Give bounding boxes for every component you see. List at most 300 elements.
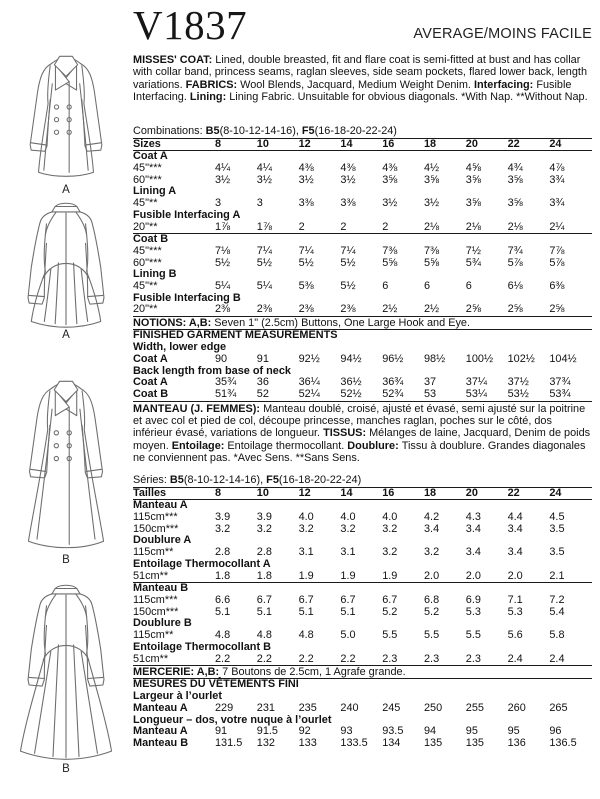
table-cell: 2⅜ <box>215 303 231 316</box>
table-section-label: Fusible Interfacing A <box>133 208 241 221</box>
table-cell: 3.2 <box>256 522 272 535</box>
table-cell: 4⅜ <box>382 161 398 174</box>
table-cell: 8 <box>215 486 222 499</box>
text-segment: Séries: <box>133 474 170 487</box>
table-cell: 96 <box>549 725 562 738</box>
table-row <box>133 354 592 366</box>
table-cell: 245 <box>382 702 401 715</box>
table-cell: 4.2 <box>423 511 440 524</box>
table-cell: 3.2 <box>382 546 398 559</box>
table-cell: 2⅝ <box>549 303 565 316</box>
table-cell: 2⅛ <box>423 220 440 233</box>
table-row-label: 115cm** <box>133 629 174 642</box>
table-row <box>133 222 592 234</box>
table-cell: 12 <box>298 486 311 499</box>
table-cell: 7¼ <box>298 244 314 257</box>
table-cell: 3½ <box>215 173 231 186</box>
combinations-line <box>133 125 592 137</box>
table-section-label: Back length from base of neck <box>133 364 291 377</box>
view-label-a-front: A <box>62 184 70 196</box>
finished-measurements-table-fr <box>133 691 592 750</box>
table-cell: 6⅜ <box>549 280 565 293</box>
table-cell: 135 <box>423 737 443 750</box>
table-cell: 16 <box>382 486 395 499</box>
text-segment: Lining Fabric. Unsuitable for obvious diagonals. *With Nap. **Without Nap. <box>229 91 588 104</box>
table-cell: 2 <box>298 220 305 233</box>
table-cell: 12 <box>298 137 311 150</box>
table-cell: 6.6 <box>215 594 231 606</box>
table-row <box>133 571 592 583</box>
table-cell: 240 <box>340 702 359 715</box>
text-segment: Combinations: <box>133 125 206 138</box>
table-cell: 5¼ <box>256 280 272 293</box>
bold-text-segment: FABRICS: <box>185 78 241 91</box>
table-cell: 36 <box>256 376 269 389</box>
table-cell: 5.1 <box>340 605 356 618</box>
table-cell: 2¼ <box>549 220 565 233</box>
table-cell: 2.3 <box>382 652 398 665</box>
table-row-label: Manteau B <box>133 737 189 750</box>
table-row <box>133 654 592 666</box>
table-cell: 18 <box>423 486 437 499</box>
table-cell: 2.0 <box>423 569 440 582</box>
table-cell: 3⅜ <box>340 197 356 210</box>
table-cell: 2.2 <box>256 652 272 665</box>
envelope-text-column <box>133 4 592 750</box>
table-cell: 3.4 <box>423 522 440 535</box>
table-cell: 3.2 <box>382 522 398 535</box>
table-row <box>133 281 592 293</box>
table-cell: 3.9 <box>256 511 272 524</box>
table-cell: 7½ <box>465 244 481 257</box>
coat-b-front-illustration <box>0 377 132 566</box>
table-cell: 5.6 <box>507 629 523 642</box>
table-cell: 6.7 <box>298 594 314 606</box>
table-cell: 134 <box>382 737 401 750</box>
table-cell: 2.4 <box>549 652 565 665</box>
table-row-label: 20"** <box>133 303 158 316</box>
table-cell: 37¾ <box>549 376 571 389</box>
table-cell: 2.4 <box>507 652 523 665</box>
table-cell: 4.8 <box>298 629 314 642</box>
table-row-label: 60"*** <box>133 256 162 269</box>
yardage-table-french <box>133 488 592 666</box>
text-segment: Lined, double breasted, fit and flare coat is semi-fitted at bust and has collar with collar band, princess seams, raglan sleeves, side seam pockets, flared lower back, length variations. <box>133 54 587 91</box>
table-cell: 10 <box>256 486 269 499</box>
finished-measurements-table-en <box>133 342 592 401</box>
finished-measurements-title-fr: MESURES DU VÊTEMENTS FINI <box>133 678 299 691</box>
table-cell: 5½ <box>340 280 356 293</box>
text-segment: Fusible Interfacing. <box>133 78 572 104</box>
table-cell: 3.1 <box>340 546 356 559</box>
table-cell: 3½ <box>256 173 272 186</box>
table-row <box>133 139 592 151</box>
table-cell: 4.0 <box>382 511 398 524</box>
table-section-label: Lining A <box>133 185 177 198</box>
table-cell: 6.7 <box>340 594 356 606</box>
table-row <box>133 703 592 715</box>
table-cell: 93 <box>340 725 353 738</box>
table-cell: 52¾ <box>382 388 404 401</box>
table-cell: 102½ <box>507 352 535 365</box>
table-cell: 94 <box>423 725 437 738</box>
bold-text-segment: B5 <box>169 474 184 487</box>
text-segment: Seven 1" (2.5cm) Buttons, One Large Hook and Eye. <box>214 317 470 330</box>
table-cell: 2.1 <box>549 569 565 582</box>
table-cell: 7⅜ <box>423 244 440 257</box>
table-cell: 6 <box>382 280 389 293</box>
table-cell: 3¾ <box>549 173 565 186</box>
bold-text-segment: TISSUS: <box>323 427 370 440</box>
table-cell: 2 <box>340 220 347 233</box>
table-cell: 20 <box>465 486 478 499</box>
table-cell: 5½ <box>298 256 314 269</box>
table-cell: 3½ <box>423 197 440 210</box>
table-cell: 1.8 <box>256 569 272 582</box>
table-cell: 3.4 <box>465 546 481 559</box>
table-cell: 3.2 <box>215 522 231 535</box>
table-row <box>133 607 592 619</box>
table-cell: 4.8 <box>256 629 272 642</box>
table-cell: 4.8 <box>215 629 231 642</box>
text-segment: Wool Blends, Jacquard, Medium Weight Denim. <box>240 78 474 91</box>
table-section-label: Lining B <box>133 268 177 281</box>
finished-measurements-title-en: FINISHED GARMENT MEASUREMENTS <box>133 329 338 342</box>
table-cell: 20 <box>465 137 478 150</box>
table-cell: 3.2 <box>423 546 440 559</box>
table-cell: 4.3 <box>465 511 481 524</box>
table-cell: 94½ <box>340 352 362 365</box>
table-cell: 5.1 <box>256 605 272 618</box>
table-cell: 1.9 <box>298 569 314 582</box>
table-cell: 3.5 <box>549 522 565 535</box>
table-cell: 93.5 <box>382 725 404 738</box>
table-cell: 37 <box>423 376 437 389</box>
table-row-label: 115cm*** <box>133 511 178 524</box>
table-cell: 53¼ <box>465 388 487 401</box>
table-cell: 3⅝ <box>507 197 523 210</box>
table-row <box>133 246 592 258</box>
table-cell: 35¾ <box>215 376 237 389</box>
table-cell: 53¾ <box>549 388 571 401</box>
table-cell: 3½ <box>298 173 314 186</box>
table-cell: 3½ <box>340 173 356 186</box>
table-cell: 3.5 <box>549 546 565 559</box>
table-section-label: Width, lower edge <box>133 341 227 354</box>
table-cell: 2 <box>382 220 389 233</box>
table-cell: 5.8 <box>549 629 565 642</box>
table-cell: 4⅝ <box>465 161 481 174</box>
table-section-label: Manteau B <box>133 582 189 595</box>
table-cell: 3¾ <box>549 197 565 210</box>
table-cell: 51¾ <box>215 388 237 401</box>
table-row-label: 115cm*** <box>133 594 178 606</box>
table-cell: 90 <box>215 352 228 365</box>
table-cell: 4⅞ <box>549 161 565 174</box>
table-cell: 2⅛ <box>465 220 481 233</box>
table-cell: 24 <box>549 137 562 150</box>
bold-text-segment: Interfacing: <box>473 78 537 91</box>
table-cell: 2⅜ <box>340 303 356 316</box>
table-cell: 5.2 <box>423 605 440 618</box>
table-row <box>133 304 592 316</box>
table-cell: 2.8 <box>256 546 272 559</box>
table-section-label: Manteau A <box>133 499 188 512</box>
table-cell: 3⅝ <box>382 173 398 186</box>
table-row-label: 45"** <box>133 280 158 293</box>
table-cell: 6⅛ <box>507 280 523 293</box>
table-cell: 3.9 <box>215 511 231 524</box>
table-cell: 5½ <box>256 256 272 269</box>
table-cell: 4¾ <box>507 161 523 174</box>
table-cell: 98½ <box>423 352 446 365</box>
table-cell: 5⅞ <box>507 256 523 269</box>
text-segment: (16-18-20-22-24) <box>314 125 397 138</box>
table-cell: 5⅝ <box>423 256 440 269</box>
table-cell: 2.2 <box>298 652 314 665</box>
coat-front-long-line-art <box>6 377 126 553</box>
table-cell: 5.3 <box>507 605 523 618</box>
table-cell: 1⅞ <box>256 220 272 233</box>
table-cell: 5.2 <box>382 605 398 618</box>
table-cell: 1.8 <box>215 569 231 582</box>
table-section-label: Coat B <box>133 233 169 246</box>
text-segment: 7 Boutons de 2.5cm, 1 Agrafe grande. <box>222 666 406 679</box>
table-cell: 136 <box>507 737 526 750</box>
table-cell: 91 <box>215 725 228 738</box>
table-cell: 1⅞ <box>215 220 231 233</box>
table-cell: 36½ <box>340 376 362 389</box>
table-cell: 5.5 <box>423 629 440 642</box>
coat-back-long-line-art <box>4 582 128 762</box>
table-cell: 5.1 <box>298 605 314 618</box>
table-cell: 7.2 <box>549 594 565 606</box>
table-row <box>133 512 592 524</box>
table-cell: 5.0 <box>340 629 356 642</box>
table-section-label: Doublure A <box>133 534 192 547</box>
mercerie-line <box>133 666 592 678</box>
table-cell: 7⅜ <box>382 244 398 257</box>
table-cell: 3½ <box>382 197 398 210</box>
table-row-label: Coat A <box>133 352 168 365</box>
table-cell: 2.2 <box>340 652 356 665</box>
table-row <box>133 738 592 750</box>
table-row-label: Tailles <box>133 486 167 499</box>
table-cell: 5.4 <box>549 605 565 618</box>
bold-text-segment: Entoilage: <box>171 439 228 452</box>
table-cell: 131.5 <box>215 737 243 750</box>
table-row-label: 60"*** <box>133 173 162 186</box>
table-row-label: Manteau A <box>133 725 188 738</box>
text-segment: (16-18-20-22-24) <box>278 474 362 487</box>
table-cell: 4.4 <box>507 511 523 524</box>
table-row-label: 45"*** <box>133 244 162 257</box>
table-cell: 1.9 <box>340 569 356 582</box>
yardage-table-english <box>133 139 592 317</box>
table-cell: 133 <box>298 737 317 750</box>
table-cell: 3.4 <box>507 522 523 535</box>
table-cell: 2.3 <box>465 652 481 665</box>
table-cell: 14 <box>340 486 353 499</box>
table-cell: 3⅝ <box>507 173 523 186</box>
table-cell: 135 <box>465 737 484 750</box>
coat-front-line-art <box>8 52 124 183</box>
table-cell: 2.0 <box>507 569 523 582</box>
table-cell: 104½ <box>549 352 577 365</box>
table-cell: 2.3 <box>423 652 440 665</box>
table-row-label: 45"** <box>133 197 158 210</box>
table-cell: 5⅝ <box>382 256 398 269</box>
table-row <box>133 163 592 175</box>
table-cell: 5.5 <box>465 629 481 642</box>
table-cell: 6.7 <box>382 594 398 606</box>
table-row <box>133 595 592 607</box>
table-cell: 4¼ <box>215 161 231 174</box>
table-cell: 5.5 <box>382 629 398 642</box>
table-row-label: 20"** <box>133 220 158 233</box>
table-cell: 4½ <box>423 161 440 174</box>
view-label-b-back: B <box>62 763 70 775</box>
table-cell: 250 <box>423 702 443 715</box>
text-segment: Mélanges de laine, Jacquard, Denim de poids moyen. <box>133 427 591 452</box>
table-row <box>133 175 592 187</box>
table-cell: 229 <box>215 702 234 715</box>
text-segment: Manteau doublé, croisé, ajusté et évasé, semi ajusté sur la poitrine et avec col et pied de col, découpe princesse, manches raglan, poches sur le côté, dos inférieur évasé, variations de longueur. <box>133 402 586 440</box>
series-line <box>133 474 592 486</box>
table-cell: 91 <box>256 352 269 365</box>
table-cell: 22 <box>507 137 520 150</box>
table-cell: 4.0 <box>340 511 356 524</box>
text-segment: (8-10-12-14-16), <box>219 125 302 138</box>
table-cell: 36¼ <box>298 376 320 389</box>
table-cell: 265 <box>549 702 568 715</box>
text-segment: Entoilage thermocollant. <box>227 439 348 452</box>
divider <box>133 401 592 402</box>
coat-b-back-illustration <box>0 582 132 775</box>
coat-a-back-illustration <box>0 200 132 341</box>
bold-text-segment: Lining: <box>189 91 230 104</box>
table-cell: 10 <box>256 137 269 150</box>
table-cell: 7¼ <box>340 244 356 257</box>
table-cell: 5¾ <box>465 256 481 269</box>
table-section-label: Coat A <box>133 150 168 163</box>
table-cell: 3⅜ <box>298 197 314 210</box>
table-cell: 1.9 <box>382 569 398 582</box>
coat-back-line-art <box>6 200 126 328</box>
table-cell: 3⅝ <box>465 173 481 186</box>
table-cell: 16 <box>382 137 395 150</box>
table-cell: 53½ <box>507 388 529 401</box>
table-cell: 6 <box>465 280 472 293</box>
table-cell: 5.1 <box>215 605 231 618</box>
table-cell: 3⅝ <box>423 173 440 186</box>
bold-text-segment: MISSES' COAT: <box>133 54 216 66</box>
table-cell: 2½ <box>423 303 440 316</box>
notions-line <box>133 317 592 329</box>
table-row-label: Coat A <box>133 376 168 389</box>
table-cell: 8 <box>215 137 222 150</box>
table-row <box>133 389 592 401</box>
table-row-label: 115cm** <box>133 546 174 559</box>
table-cell: 3.1 <box>298 546 314 559</box>
table-cell: 96½ <box>382 352 404 365</box>
table-cell: 255 <box>465 702 484 715</box>
table-cell: 6.9 <box>465 594 481 606</box>
table-section-label: Longueur – dos, votre nuque à l’ourlet <box>133 713 332 726</box>
table-cell: 3 <box>256 197 263 210</box>
table-cell: 92 <box>298 725 311 738</box>
bold-text-segment: Doublure: <box>347 439 402 452</box>
table-cell: 6.8 <box>423 594 440 606</box>
table-section-label: Largeur à l’ourlet <box>133 690 222 703</box>
bold-text-segment: MERCERIE: A,B: <box>133 666 223 679</box>
table-cell: 2.0 <box>465 569 481 582</box>
table-cell: 7¾ <box>507 244 523 257</box>
table-cell: 24 <box>549 486 562 499</box>
table-row-label: 51cm** <box>133 652 169 665</box>
table-row-label: 150cm*** <box>133 605 179 618</box>
table-cell: 3.2 <box>298 522 314 535</box>
table-cell: 37½ <box>507 376 529 389</box>
table-cell: 2.8 <box>215 546 231 559</box>
table-cell: 235 <box>298 702 317 715</box>
table-cell: 22 <box>507 486 520 499</box>
table-cell: 2⅝ <box>507 303 523 316</box>
table-row-label: Manteau A <box>133 702 188 715</box>
table-cell: 95 <box>507 725 520 738</box>
table-cell: 5½ <box>340 256 356 269</box>
table-cell: 2⅛ <box>507 220 523 233</box>
table-section-label: Entoilage Thermocollant A <box>133 557 271 570</box>
bold-text-segment: NOTIONS: A,B: <box>133 317 215 330</box>
table-cell: 5⅞ <box>549 256 565 269</box>
table-cell: 4.5 <box>549 511 565 524</box>
bold-text-segment: F5 <box>266 474 279 487</box>
table-cell: 92½ <box>298 352 320 365</box>
table-row-label: 150cm*** <box>133 522 179 535</box>
table-cell: 37¼ <box>465 376 487 389</box>
table-row <box>133 524 592 536</box>
table-cell: 52¼ <box>298 388 320 401</box>
table-cell: 14 <box>340 137 353 150</box>
table-cell: 36¾ <box>382 376 404 389</box>
table-cell: 91.5 <box>256 725 278 738</box>
table-cell: 4¼ <box>256 161 272 174</box>
table-cell: 4⅜ <box>298 161 314 174</box>
table-cell: 260 <box>507 702 526 715</box>
table-cell: 3⅝ <box>465 197 481 210</box>
table-cell: 2⅜ <box>298 303 314 316</box>
table-cell: 5.3 <box>465 605 481 618</box>
table-cell: 7⅛ <box>215 244 231 257</box>
table-cell: 6 <box>423 280 431 293</box>
table-row <box>133 488 592 500</box>
table-cell: 5¼ <box>215 280 231 293</box>
table-cell: 52½ <box>340 388 362 401</box>
table-cell: 4⅜ <box>340 161 356 174</box>
table-cell: 2⅜ <box>256 303 272 316</box>
table-cell: 3.4 <box>507 546 523 559</box>
table-cell: 7.1 <box>507 594 523 606</box>
table-cell: 3 <box>215 197 222 210</box>
table-cell: 2⅝ <box>465 303 481 316</box>
table-section-label: Entoilage Thermocollant B <box>133 640 271 653</box>
description-english <box>133 54 592 103</box>
bold-text-segment: MANTEAU (J. FEMMES): <box>133 402 264 415</box>
table-cell: 7¼ <box>256 244 272 257</box>
table-row-label: Sizes <box>133 137 161 150</box>
coat-a-front-illustration <box>0 52 132 196</box>
